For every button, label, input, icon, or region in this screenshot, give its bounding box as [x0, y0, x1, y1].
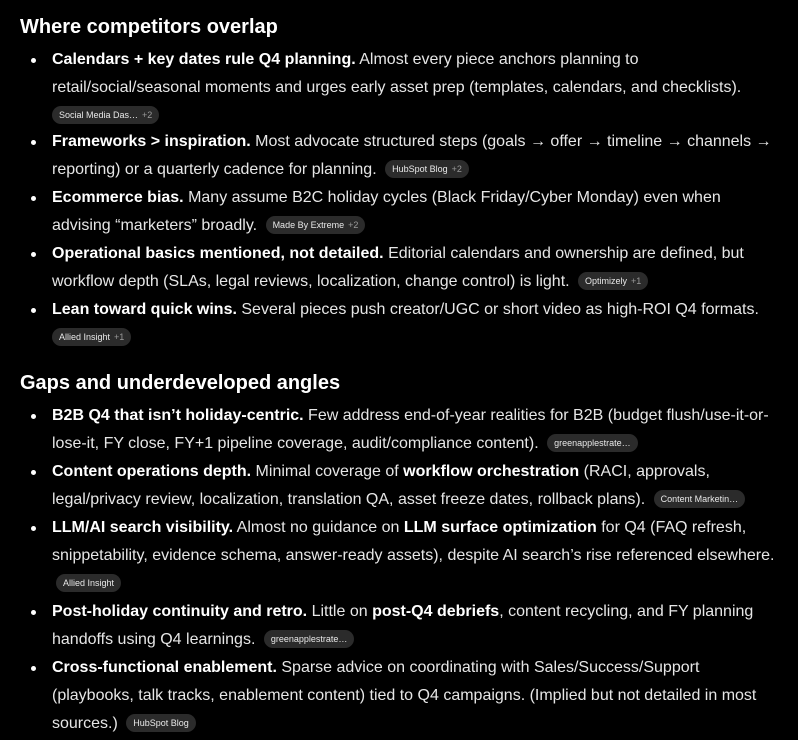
item-text: Editorial calendars and ownership are defined, but workflow depth (SLAs, legal reviews, localization, change control) is light.	[52, 245, 744, 290]
item-lead: Content operations depth.	[52, 463, 252, 480]
list-item	[20, 128, 778, 184]
source-chip[interactable]: Optimizely +1	[578, 272, 648, 290]
item-text: Almost no guidance on	[233, 519, 404, 536]
source-chip[interactable]: HubSpot Blog	[126, 714, 196, 732]
gaps-list	[20, 402, 778, 738]
item-emphasis: LLM surface optimization	[403, 519, 597, 536]
source-count: +2	[142, 110, 153, 120]
list-item	[20, 296, 778, 350]
list-item	[20, 598, 778, 654]
item-lead: Cross-functional enablement.	[52, 659, 277, 676]
item-lead: Ecommerce bias.	[52, 189, 184, 206]
overlap-list	[20, 46, 778, 350]
list-item	[20, 458, 778, 514]
source-count: +1	[631, 276, 642, 286]
item-lead: Calendars + key dates rule Q4 planning.	[52, 51, 356, 68]
list-item	[20, 240, 778, 296]
source-chip[interactable]: HubSpot Blog +2	[385, 160, 469, 178]
source-count: +1	[114, 332, 125, 342]
source-chip[interactable]: greenapplestrate…	[547, 434, 638, 452]
source-count: +2	[451, 164, 462, 174]
item-lead: LLM/AI search visibility.	[52, 519, 234, 536]
source-chip[interactable]: Content Marketin…	[654, 490, 746, 508]
section-heading-gaps: Gaps and underdeveloped angles	[20, 372, 341, 394]
item-text: Almost every piece anchors planning to retail/social/seasonal moments and urges early asset prep (templates, calendars, and checklists).	[52, 51, 742, 96]
source-chip[interactable]: Social Media Das… +2	[52, 106, 159, 124]
item-lead: B2B Q4 that isn’t holiday-centric.	[52, 407, 304, 424]
item-text: for Q4 (FAQ refresh, snippetability, evidence schema, answer-ready assets), despite AI search’s rise referenced elsewhere.	[52, 519, 775, 564]
item-lead: Operational basics mentioned, not detailed.	[52, 245, 384, 262]
item-lead: Frameworks > inspiration.	[52, 133, 251, 150]
item-text: Little on	[307, 603, 373, 620]
source-chip[interactable]: Allied Insight +1	[52, 328, 131, 346]
item-lead: Post-holiday continuity and retro.	[52, 603, 308, 620]
item-text: Most advocate structured steps (goals → offer → timeline → channels → reporting) or a quarterly cadence for planning.	[52, 133, 772, 178]
item-lead: Lean toward quick wins.	[52, 301, 237, 318]
source-chip[interactable]: greenapplestrate…	[264, 630, 355, 648]
item-text: Many assume B2C holiday cycles (Black Friday/Cyber Monday) even when advising “marketers” broadly.	[52, 189, 721, 234]
item-text: Several pieces push creator/UGC or short video as high-ROI Q4 formats.	[236, 301, 759, 318]
list-item	[20, 184, 778, 240]
list-item	[20, 402, 778, 458]
item-text: , content recycling, and FY planning handoffs using Q4 learnings.	[52, 603, 754, 648]
item-text: Minimal coverage of	[251, 463, 404, 480]
section-heading-overlap: Where competitors overlap	[20, 16, 278, 38]
list-item	[20, 654, 778, 738]
item-text: Few address end-of-year realities for B2B (budget flush/use-it-or-lose-it, FY close, FY+1 pipeline coverage, audit/compliance content).	[52, 407, 769, 452]
source-count: +2	[348, 220, 359, 230]
list-item	[20, 46, 778, 128]
item-text: Sparse advice on coordinating with Sales/Success/Support (playbooks, talk tracks, enablement content) tied to Q4 campaigns. (Implied but not detailed in most sources.)	[52, 659, 757, 732]
source-chip[interactable]: Made By Extreme +2	[266, 216, 366, 234]
source-chip[interactable]: Allied Insight	[56, 574, 121, 592]
item-emphasis: post-Q4 debriefs	[372, 603, 500, 620]
item-emphasis: workflow orchestration	[403, 463, 580, 480]
item-text: (RACI, approvals, legal/privacy review, localization, translation QA, asset freeze dates, rollback plans).	[52, 463, 710, 508]
list-item	[20, 514, 778, 598]
